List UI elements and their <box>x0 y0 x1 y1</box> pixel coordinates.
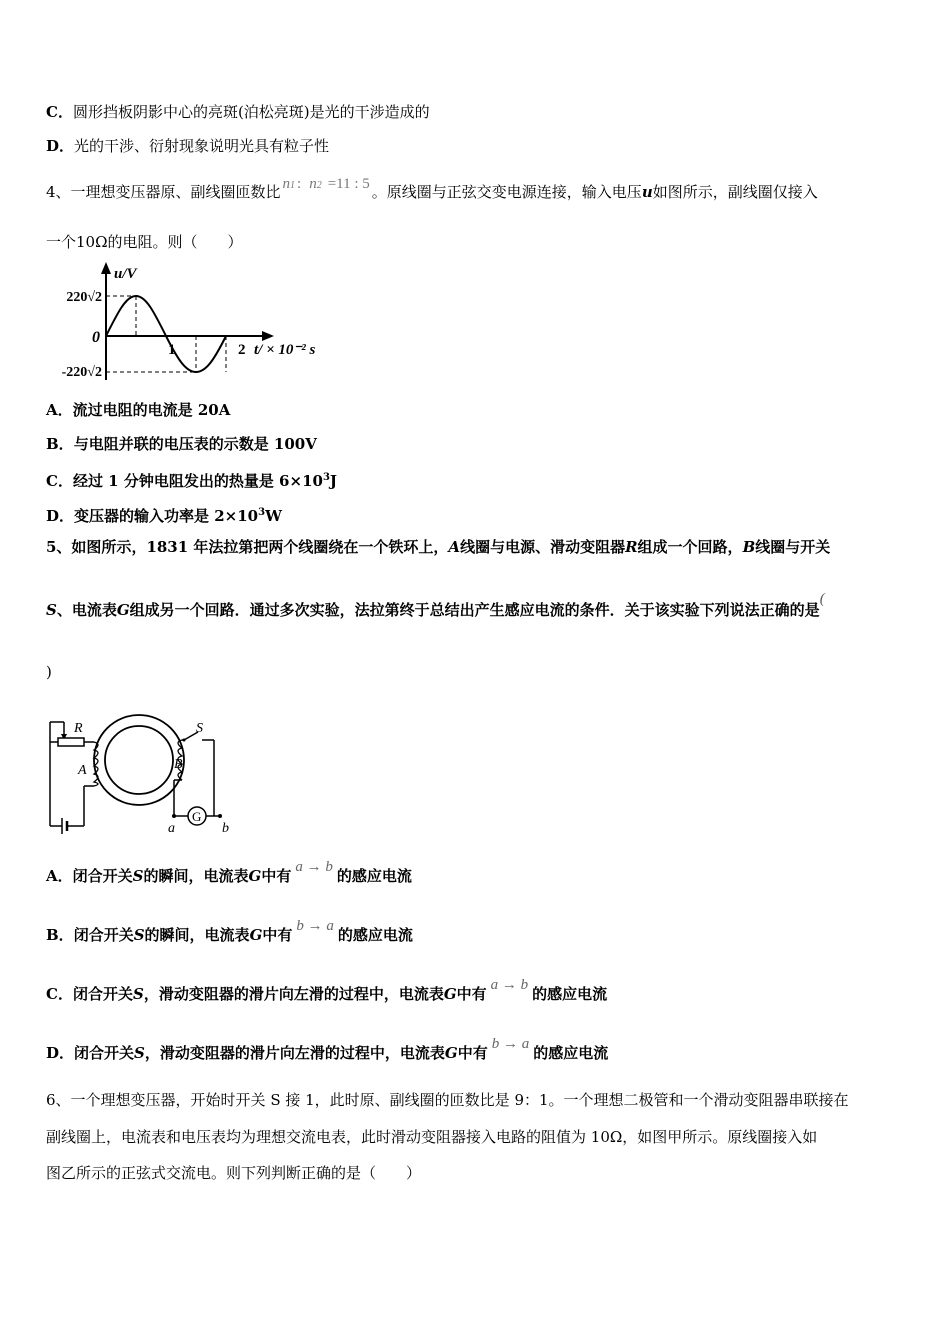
fig-galvanometer-G: G <box>192 809 202 824</box>
q4-voltage-graph <box>46 260 346 390</box>
graph-ymin-label: -220√2 <box>61 365 102 380</box>
graph-xlabel: t/ × 10⁻² s <box>254 342 316 358</box>
q6-stem-line2: 副线圈上，电流表和电压表均为理想交流电表，此时滑动变阻器接入电路的阻值为 10Ω，如图甲所示。原线圈接入如 <box>46 1128 818 1146</box>
q6-stem-line1: 6、一个理想变压器，开始时开关 S 接 1，此时原、副线圈的匝数比是 9：1。一个理想二极管和一个滑动变阻器串联接在 <box>46 1091 849 1109</box>
fig-label-A: A <box>78 763 87 778</box>
q6-stem-line3: 图乙所示的正弦式交流电。则下列判断正确的是（ ） <box>46 1164 422 1182</box>
graph-tick-2: 2 <box>238 342 246 358</box>
q5-option-b: B．闭合开关S的瞬间，电流表G中有 b → a 的感应电流 <box>46 918 413 944</box>
fig-label-S: S <box>196 721 203 736</box>
graph-origin-label: 0 <box>92 329 100 346</box>
fig-label-R: R <box>74 721 83 736</box>
fig-label-b: b <box>222 821 229 836</box>
q5-stem-line1: 5、如图所示，1831 年法拉第把两个线圈绕在一个铁环上，A线圈与电源、滑动变阻器R组成一个回路，B线圈与开关 <box>46 538 831 556</box>
graph-ylabel: u/V <box>114 266 137 282</box>
turns-ratio: n1 : n2 =11 : 5 <box>282 176 370 192</box>
q4-option-a: A．流过电阻的电流是 20A <box>46 401 231 419</box>
q5-stem-line2: S、电流表G组成另一个回路．通过多次实验，法拉第终于总结出产生感应电流的条件．关于该实验下列说法正确的是( <box>46 591 825 619</box>
fig-label-B: B <box>174 757 183 772</box>
q4-stem-line2: 一个10Ω的电阻。则（ ） <box>46 233 243 251</box>
q4-option-d: D．变压器的输入功率是 $2\times 10^3W$ <box>46 507 282 525</box>
q5-option-c: C．闭合开关S，滑动变阻器的滑片向左滑的过程中，电流表G中有 a → b 的感应电流 <box>46 977 608 1003</box>
q3-option-c: C．圆形挡板阴影中心的亮斑(泊松亮斑)是光的干涉造成的 <box>46 103 430 121</box>
graph-tick-1: 1 <box>168 342 176 358</box>
q4-stem-line1: 4、一理想变压器原、副线圈匝数比 n1 : n2 =11 : 5 。原线圈与正弦交变电源连接，输入电压u如图所示，副线圈仅接入 <box>46 176 818 201</box>
q5-option-d: D．闭合开关S，滑动变阻器的滑片向左滑的过程中，电流表G中有 b → a 的感应电流 <box>46 1036 609 1062</box>
q4-option-b: B．与电阻并联的电压表的示数是 100V <box>46 435 317 453</box>
graph-ymax-label: 220√2 <box>66 290 102 305</box>
q3-option-d: D．光的干涉、衍射现象说明光具有粒子性 <box>46 137 330 155</box>
fig-label-a: a <box>168 821 175 836</box>
q5-option-a: A．闭合开关S的瞬间，电流表G中有 a → b 的感应电流 <box>46 859 412 885</box>
q5-stem-close: ) <box>46 663 52 681</box>
q5-faraday-ring-figure <box>44 714 244 836</box>
q4-option-c: C．经过 1 分钟电阻发出的热量是 $6\times 10^3J$ <box>46 472 338 490</box>
